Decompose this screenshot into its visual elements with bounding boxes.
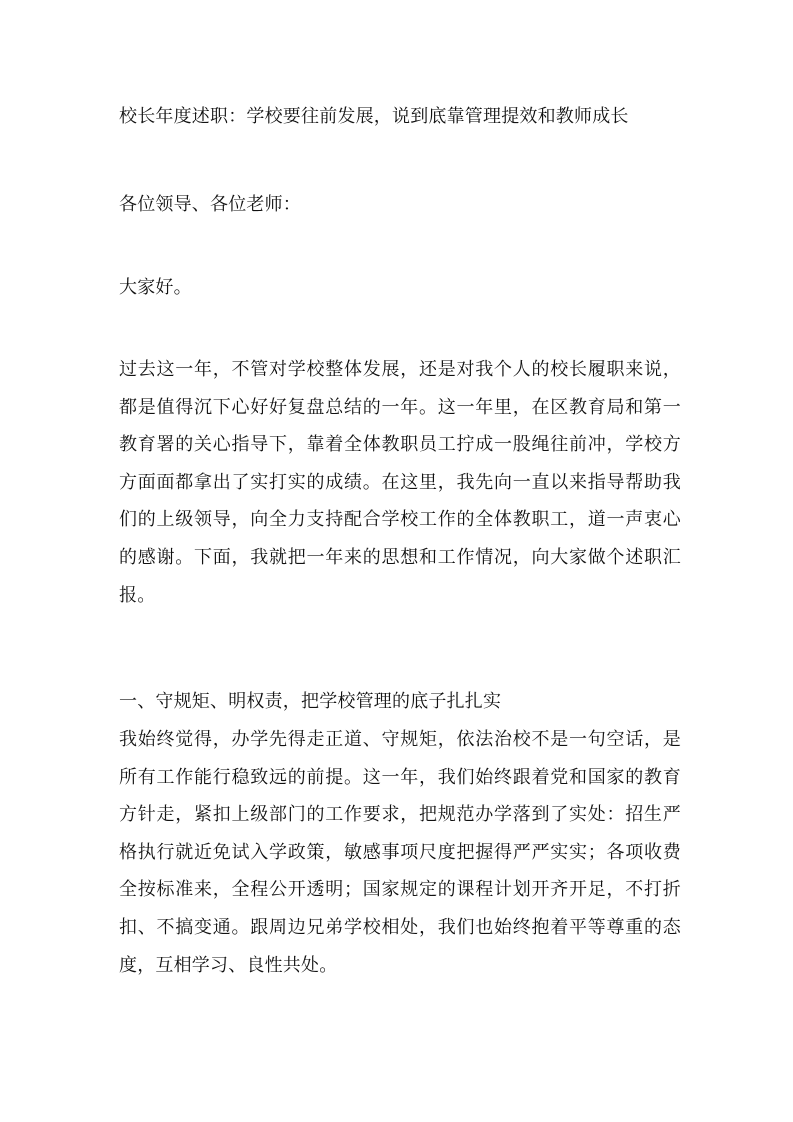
section-paragraph: 我始终觉得，办学先得走正道、守规矩，依法治校不是一句空话，是所有工作能行稳致远的前提。这一年，我们始终跟着党和国家的教育方针走，紧扣上级部门的工作要求，把规范办学落到了实处：招生严格执行就近免试入学政策，敏感事项尺度把握得严严实实；各项收费全按标准来，全程公开透明；国家规定的课程计划开齐开足，不打折扣、不搞变通。跟周边兄弟学校相处，我们也始终抱着平等尊重的态度，互相学习、良性共处。 [119, 729, 681, 976]
intro-paragraph: 过去这一年，不管对学校整体发展，还是对我个人的校长履职来说，都是值得沉下心好好复盘总结的一年。这一年里，在区教育局和第一教育署的关心指导下，靠着全体教职员工拧成一股绳往前冲，学校方方面面都拿出了实打实的成绩。在这里，我先向一直以来指导帮助我们的上级领导，向全力支持配合学校工作的全体教职工，道一声衷心的感谢。下面，我就把一年来的思想和工作情况，向大家做个述职汇报。 [119, 359, 681, 606]
document-title: 校长年度述职：学校要往前发展，说到底靠管理提效和教师成长 [119, 106, 629, 127]
salutation: 各位领导、各位老师： [119, 194, 301, 215]
section-heading: 一、守规矩、明权责，把学校管理的底子扎扎实 [119, 691, 502, 712]
greeting: 大家好。 [119, 277, 192, 298]
